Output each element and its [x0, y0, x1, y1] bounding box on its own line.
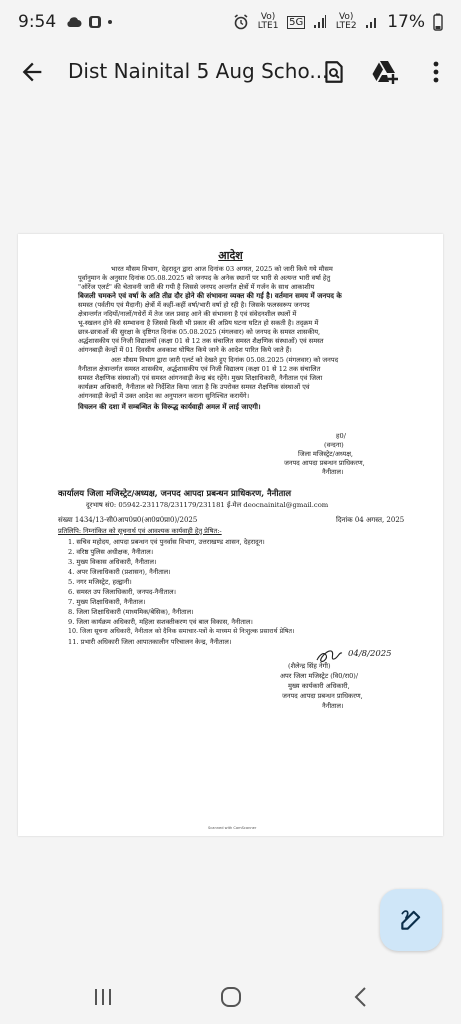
recipient-item: 11. प्रभारी अधिकारी जिला आपातकालीन परिचालन केन्द्र, नैनीताल। [68, 638, 232, 646]
search-document-icon [321, 59, 347, 85]
alarm-icon [233, 14, 249, 30]
google-drive-add-icon [372, 59, 400, 85]
para1-line: "ऑरेंज एलर्ट" की चेतावनी जारी की गयी है जिससे जनपद अन्तर्गत क्षेत्रों में गर्जन के साथ आकाशीय [78, 283, 315, 291]
para2-line: समस्त शैक्षणिक संस्थाओं) एवं समस्त आंगनवाड़ी केन्द्र बंद रहेंगे। मुख्य शिक्षाधिकारी, नैनीताल एवं जिला [78, 374, 323, 382]
signal-icon-2 [365, 15, 379, 29]
sign2-line: नैनीताल। [322, 702, 344, 710]
more-options-button[interactable] [420, 56, 452, 88]
para1-line: समस्त (पर्वतीय एवं मैदानी) क्षेत्रों में कहीं-कहीं वर्षा/भारी वर्षा हो रही है। जिसके फलस्वरूप जनपद [78, 301, 310, 309]
para1-line: भू-स्खलन होने की सम्भावना है जिससे किसी भी प्रकार की अप्रिय घटना घटित हो सकती है। तद्क्रम में [78, 319, 319, 327]
office-contact: दूरभाष सं0: 05942-231178/231179/231181 ई-मेल deocnainital@gmail.com [86, 501, 329, 509]
status-notification-icons [66, 15, 112, 29]
battery-icon [433, 13, 443, 31]
sign2-line: मुख्य कार्यकारी अधिकारी, [288, 682, 350, 690]
sign1-line: ह0/ [336, 432, 346, 440]
handwritten-date: 04/8/2025 [348, 649, 392, 659]
network-type: 5G [289, 16, 304, 28]
recipient-item: 3. मुख्य विकास अधिकारी, नैनीताल। [68, 558, 157, 566]
arrow-back-icon [18, 58, 46, 86]
sign1-line: नैनीताल। [322, 468, 344, 476]
cloud-icon [66, 16, 82, 28]
recipient-item: 9. जिला कार्यक्रम अधिकारी, महिला सशक्तीकरण एवं बाल विकास, नैनीताल। [68, 618, 253, 626]
reference-number: संख्या 1434/13-सी0आप0प्र0(आ0प्र0प्रा0)/2025 [58, 516, 198, 524]
sim1-label: Vo) LTE1 [257, 12, 279, 31]
document-heading: आदेश [218, 249, 243, 262]
document-title: Dist Nainital 5 Aug Scho... [68, 59, 329, 83]
sign2-line: जनपद आपदा प्रबन्धन प्राधिकरण, [282, 692, 363, 700]
recipient-item: 8. जिला शिक्षाधिकारी (माध्यमिक/बेसिक), नैनीताल। [68, 608, 194, 616]
status-right [233, 12, 443, 32]
sim2-label: Vo) LTE2 [335, 12, 357, 31]
dot-icon [108, 20, 112, 24]
para2-line: नैनीताल क्षेत्रान्तर्गत समस्त शासकीय, अर्द्धशासकीय एवं निजी विद्यालय (कक्षा 01 से 12 तक संचालित [78, 365, 321, 373]
para2-line: कार्यक्रम अधिकारी, नैनीताल को निर्देशित किया जाता है कि उपरोक्त समस्त शैक्षणिक संस्थाओं एवं [78, 383, 310, 391]
document-page[interactable] [18, 234, 443, 836]
sign1-line: (वन्दना) [324, 441, 344, 449]
para1-line: अर्द्धशासकीय एवं निजी विद्यालयों (कक्षा 01 से 12 तक संचालित समस्त शैक्षणिक संस्थाओं) एवं समस्त [78, 337, 324, 345]
system-nav-bar [0, 970, 461, 1024]
recipient-item: 6. समस्त उप जिलाधिकारी, जनपद-नैनीताल। [68, 588, 177, 596]
more-vert-icon [432, 60, 440, 84]
para1-line: भारत मौसम विभाग, देहरादून द्वारा आज दिनांक 03 अगस्त, 2025 को जारी किये गये मौसम [111, 265, 333, 273]
recipient-item: 7. मुख्य शिक्षाधिकारी, नैनीताल। [68, 598, 146, 606]
back-chevron-icon [353, 986, 369, 1008]
nav-back-button[interactable] [348, 984, 374, 1010]
edit-pen-icon [398, 907, 424, 933]
reference-date: दिनांक 04 अगस्त, 2025 [336, 516, 405, 524]
scanner-footer: Scanned with CamScanner [208, 826, 257, 830]
annotate-fab-button[interactable] [380, 889, 442, 951]
home-icon [220, 986, 242, 1008]
sign1-line: जिला मजिस्ट्रेट/अध्यक्ष, [298, 450, 354, 458]
office-title: कार्यालय जिला मजिस्ट्रेट/अध्यक्ष, जनपद आपदा प्रबन्धन प्राधिकरण, नैनीताल [58, 488, 292, 498]
battery-percent: 17% [387, 12, 425, 32]
sign2-line: (शैलेन्द्र सिंह नेगी) [288, 662, 331, 670]
para1-line: पूर्वानुमान के अनुसार दिनांक 05.08.2025 को जनपद के अनेक स्थानों पर भारी से अत्यन्त भारी वर्षा हेतु [78, 274, 331, 282]
copy-to-line: प्रतिलिपि: निम्नांकित को सूचनार्थ एवं आवश्यक कार्यवाही हेतु प्रेषित:- [58, 527, 222, 535]
search-in-document-button[interactable] [318, 56, 350, 88]
recipient-item: 10. जिला सूचना अधिकारी, नैनीताल को दैनिक समाचार-पत्रों के माध्यम से निःशुल्क प्रसारार्थ प्रेषित। [68, 628, 295, 635]
para1-line: क्षेत्रान्तर्गत नदियों/नालों/गधेरों में तेज जल प्रवाह आने की संभावना है एवं संवेदनशील स्थलों में [78, 310, 297, 318]
recipient-item: 4. अपर जिलाधिकारी (प्रशासन), नैनीताल। [68, 568, 171, 576]
home-button[interactable] [218, 984, 244, 1010]
para1-line: छात्र-छात्राओं की सुरक्षा के दृष्टिगत दिनांक 05.08.2025 (मंगलवार) को जनपद के समस्त शासकीय, [78, 328, 321, 336]
back-button[interactable] [18, 58, 46, 86]
recipient-item: 2. वरिष्ठ पुलिस अधीक्षक, नैनीताल। [68, 548, 154, 556]
app-bar [0, 44, 461, 100]
recipient-item: 5. नगर मजिस्ट्रेट, हल्द्वानी। [68, 578, 132, 586]
status-time: 9:54 [18, 12, 57, 32]
recent-apps-button[interactable] [90, 984, 116, 1010]
recent-apps-icon [92, 987, 114, 1007]
para3-line: विचलन की दशा में सम्बन्धित के विरूद्ध कार्यवाही अमल में लाई जाएगी। [78, 402, 261, 411]
para2-line: आंगनवाड़ी केन्द्रों में उक्त आदेश का अनुपालन कराना सुनिश्चित करायेंगे। [78, 392, 250, 400]
para1-line: आंगनबाड़ी केन्द्रों में 01 दिवसीय अवकाश घोषित किये जाने के आदेश पारित किये जाते हैं। [78, 346, 292, 354]
sign2-line: अपर जिला मजिस्ट्रेट (वि0/रा0)/ [280, 672, 359, 680]
recipient-item: 1. सचिव महोदय, आपदा प्रबन्धन एवं पुनर्वास विभाग, उत्तराखण्ड शासन, देहरादून। [68, 538, 265, 546]
para1-line: बिजली चमकने एवं वर्षा के अति तीव्र दौर होने की संभावना व्यक्त की गई है। वर्तमान समय में जनपद के [78, 291, 342, 300]
para2-line: अतः मौसम विभाग द्वारा जारी एलर्ट को देखते हुए दिनांक 05.08.2025 (मंगलवार) को जनपद [111, 356, 339, 364]
sign1-line: जनपद आपदा प्रबन्धन प्राधिकरण, [284, 459, 365, 467]
signal-icon-1 [313, 15, 327, 29]
status-bar [0, 0, 461, 44]
add-to-drive-button[interactable] [370, 56, 402, 88]
app-notification-icon [88, 15, 102, 29]
